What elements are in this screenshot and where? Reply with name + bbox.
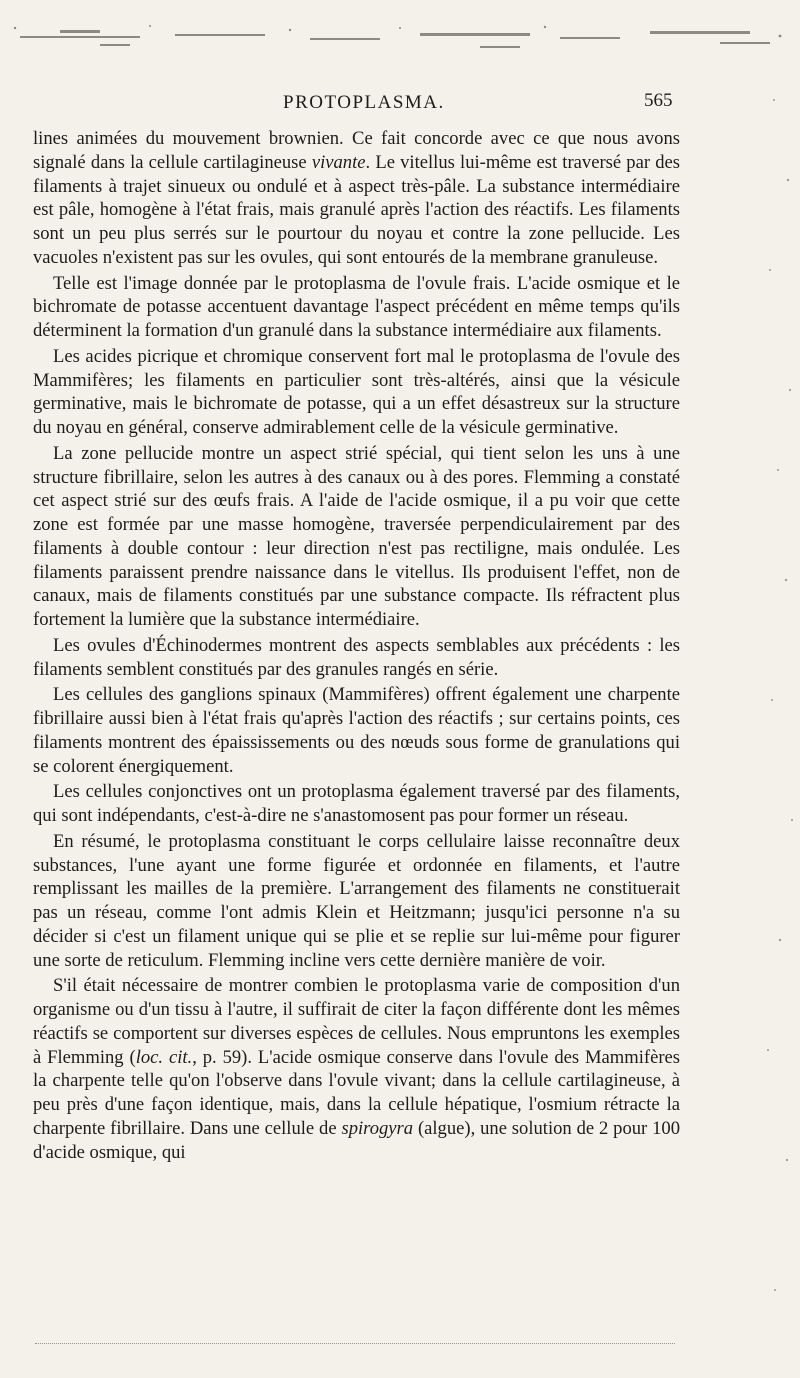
text-run: lines animées du mouvement brownien. Ce fait concorde avec ce que nous avons signalé dans la cellule cartilagineuse (33, 128, 680, 173)
running-title: PROTOPLASMA. (283, 92, 445, 113)
body-text (33, 127, 680, 1164)
text-run: . Le vitellus lui-même est traversé par des filaments à trajet sinueux ou ondulé et à aspect très-pâle. La substance intermédiaire est pâle, homogène à l'état frais, mais granulé après l'action des réactifs. Les filaments sont un peu plus serrés sur le pourtour du noyau et contre la zone pellucide. Les vacuoles n'existent pas sur les ovules, qui sont entourés de la membrane granuleuse. (33, 151, 680, 268)
italic-text: vivante (311, 151, 366, 173)
text-run: Les ovules d'Échinodermes montrent des aspects semblables aux précédents : les filaments semblent constitués par des granules rangés en série. (33, 634, 680, 680)
text-run: Les acides picrique et chromique conservent fort mal le protoplasma de l'ovule des Mammifères; les filaments en particulier sont très-altérés, ainsi que la vésicule germinative, mais le bichromate de potasse, qui a un effet désastreux sur la structure du noyau en général, conserve admirablement celle de la vésicule germinative. (33, 345, 680, 438)
paragraph (33, 683, 680, 778)
scan-noise-edge (760, 60, 800, 1360)
text-run: La zone pellucide montre un aspect strié spécial, qui tient selon les uns à une structure fibrillaire, selon les autres à des canaux ou à des pores. Flemming a constaté cet aspect strié sur des œufs frais. A l'aide de l'acide osmique, il a pu voir que cette zone est formée par une masse homogène, traversée perpendiculairement par des filaments à double contour : leur direction n'est pas rectiligne, mais ondulée. Les filaments paraissent prendre naissance dans le vitellus. Ils produisent l'effet, non de canaux, mais de filaments constitués par une substance compacte. Ils réfractent plus fortement la lumière que la substance intermédiaire. (33, 442, 680, 630)
paragraph (33, 974, 680, 1164)
italic-text: loc. cit. (135, 1046, 193, 1068)
paragraph (33, 345, 680, 440)
paragraph (33, 830, 680, 973)
text-run: Les cellules conjonctives ont un protoplasma également traversé par des filaments, qui sont indépendants, c'est-à-dire ne s'anastomosent pas pour former un réseau. (33, 781, 680, 826)
paragraph (33, 780, 680, 828)
paragraph (33, 272, 680, 343)
text-run: , p. 59). L'acide osmique conserve dans l'ovule des Mammifères la charpente telle qu'on l'observe dans l'ovule vivant; dans la cellule cartilagineuse, à peu près d'une façon identique, mais, dans la cellule hépatique, l'osmium rétracte la charpente fibrillaire. Dans une cellule de (33, 1046, 680, 1139)
running-header (0, 92, 800, 122)
text-run: En résumé, le protoplasma constituant le corps cellulaire laisse reconnaître deux substances, l'une ayant une forme figurée et ordonnée en filaments, et l'autre remplissant les mailles de la première. L'arrangement des filaments ne constituerait pas un réseau, comme l'ont admis Klein et Heitzmann; jusqu'ici personne n'a su décider si c'est un filament unique qui se plie et se replie sur lui-même pour figurer une sorte de reticulum. Flemming incline vers cette dernière manière de voir. (33, 830, 680, 971)
bottom-rule (35, 1343, 675, 1346)
text-run: Telle est l'image donnée par le protoplasma de l'ovule frais. L'acide osmique et le bichromate de potasse accentuent davantage l'aspect précédent en même temps qu'ils déterminent la formation d'un granulé dans la substance intermédiaire aux filaments. (33, 272, 680, 341)
scan-noise-top (0, 0, 800, 60)
text-run: (algue), une solution de 2 pour 100 d'acide osmique, qui (33, 1117, 680, 1163)
text-run: S'il était nécessaire de montrer combien le protoplasma varie de composition d'un organisme ou d'un tissu à l'autre, il suffirait de citer la façon différente dont les mêmes réactifs se comportent sur diverses espèces de cellules. Nous empruntons les exemples à Flemming ( (33, 975, 680, 1068)
page-number: 565 (644, 90, 673, 111)
paragraph (33, 442, 680, 632)
paragraph (33, 127, 680, 270)
paragraph (33, 634, 680, 682)
italic-text: spirogyra (341, 1117, 414, 1139)
text-run: Les cellules des ganglions spinaux (Mammifères) offrent également une charpente fibrillaire aussi bien à l'état frais qu'après l'action des réactifs ; sur certains points, ces filaments montrent des épaississements ou des nœuds sous forme de granulations qui se colorent énergiquement. (33, 684, 680, 777)
